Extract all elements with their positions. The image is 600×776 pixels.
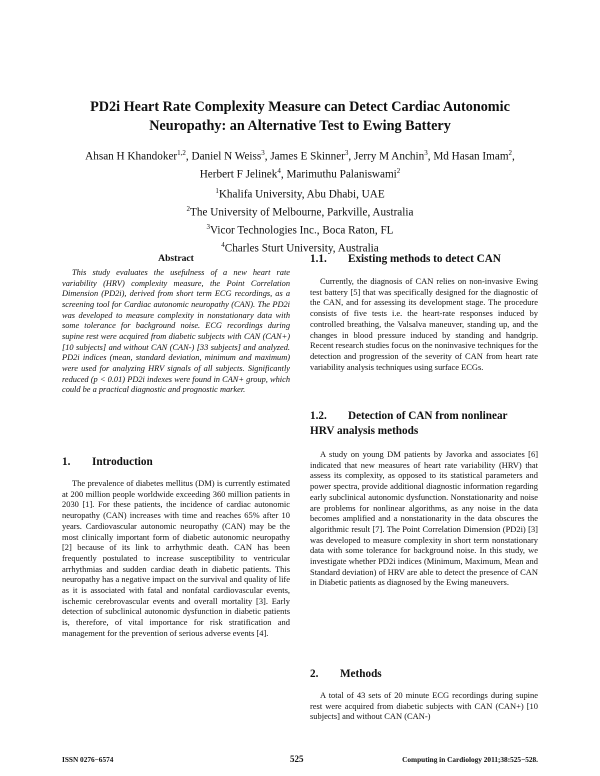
author-affiliation-mark: 3: [261, 149, 265, 157]
footer-journal: Computing in Cardiology 2011;38:525−528.: [402, 755, 538, 764]
author-separator: ,: [512, 150, 515, 163]
affiliation-line: [40, 184, 560, 202]
author-name: James E Skinner: [270, 150, 345, 163]
section-1-1-number: 1.1.: [310, 253, 327, 265]
author-name: Md Hasan Imam: [433, 150, 509, 163]
section-1-1-title: Existing methods to detect CAN: [348, 253, 501, 265]
affiliation-mark: 4: [221, 241, 225, 250]
paper-title: [40, 98, 560, 136]
author-separator: ,: [185, 150, 192, 163]
section-1-number: 1.: [62, 456, 71, 468]
affiliation-line: [40, 220, 560, 238]
abstract-heading: Abstract: [158, 253, 194, 264]
affiliation-line: [40, 202, 560, 220]
footer-issn: ISSN 0276−6574: [62, 755, 114, 764]
author-name: Daniel N Weiss: [191, 150, 262, 163]
section-2-title: Methods: [340, 668, 382, 680]
author-list: [40, 146, 560, 182]
affiliation-text: Vicor Technologies Inc., Boca Raton, FL: [209, 224, 394, 237]
author-separator: ,: [427, 150, 434, 163]
title-line-2: Neuropathy: an Alternative Test to Ewing Battery: [149, 118, 451, 134]
affiliation-mark: 3: [206, 223, 210, 232]
author-separator: ,: [348, 150, 354, 163]
affiliation-text: Charles Sturt University, Australia: [224, 242, 379, 255]
section-2-heading: [310, 667, 538, 682]
author-name: Jerry M Anchin: [354, 150, 425, 163]
author-name: Ahsan H Khandoker: [85, 150, 178, 163]
affiliation-text: The University of Melbourne, Parkville, Australia: [190, 206, 414, 219]
author-affiliation-mark: 2: [396, 167, 401, 176]
author-separator: ,: [280, 168, 287, 181]
title-line-1: PD2i Heart Rate Complexity Measure can Detect Cardiac Autonomic: [90, 99, 510, 115]
existing-methods-text: Currently, the diagnosis of CAN relies on non-invasive Ewing test battery [5] that was specifically designed for the diagnostic of the CAN, and for assessing its development stage. The procedure consists of five tests i.e. the heart-rate responses induced by controlled breathing, the Valsalva maneuver, standing up, and the changes in blood pressure induced by standing and handgrip. Recent research studies focus on the noninvasive techniques for the detection and progression of the severity of CAN from heart rate variability analysis techniques using surface ECGs.: [310, 276, 538, 372]
author-affiliation-mark: 4: [277, 167, 281, 176]
author-affiliation-mark: 1,2: [177, 149, 186, 157]
author-line-2: [40, 164, 560, 182]
section-1-1-heading: [310, 252, 538, 267]
affiliation-mark: 2: [186, 205, 191, 214]
section-1-2-number: 1.2.: [310, 410, 327, 422]
introduction-text: The prevalence of diabetes mellitus (DM) is currently estimated at 200 million people worldwide exceeding 360 million patients in 2030 [1]. For these patients, the incidence of cardiac autonomic neuropathy (CAN) increases with time and reaches 65% after 10 years. Cardiovascular autonomic neuropathy (CAN) may be the most clinically important form of diabetic autonomic neuropathy [2] because of its link to arrhythmic death. CAN has been frequently postulated to increase susceptibility to ventricular arrhythmias and sudden cardiac death in diabetic patients. This neuropathy has a negative impact on the survival and quality of life as it is associated with fatal and nonfatal cardiovascular events, ischemic cerebrovascular events and overall mortality [3]. Early detection of subclinical autonomic dysfunction in diabetic patients is, therefore, of vital importance for risk stratification and management for the prevention of serious adverse events [4].: [62, 478, 290, 638]
section-1-2-title-line-1: Detection of CAN from nonlinear: [348, 410, 508, 422]
author-separator: ,: [264, 150, 271, 163]
author-affiliation-mark: 3: [424, 149, 428, 157]
affiliation-mark: 1: [215, 187, 219, 195]
section-1-2-heading: [310, 409, 538, 439]
affiliation-text: Khalifa University, Abu Dhabi, UAE: [218, 188, 385, 201]
section-1-title: Introduction: [92, 456, 153, 468]
section-2-number: 2.: [310, 668, 319, 680]
methods-text: A total of 43 sets of 20 minute ECG recordings during supine rest were acquired from diabetic subjects with CAN (CAN+) [10 subjects] and without CAN (CAN-): [310, 690, 538, 722]
nonlinear-methods-text: A study on young DM patients by Javorka and associates [6] indicated that new measures of heart rate variability (HRV) that assess its complexity, as opposed to its statistical parameters and power spectra, provide additional diagnostic information regarding early subclinical autonomic dysfunction. Nonstationarity and noise are problems for nonlinear algorithms, as any noise in the data becomes amplified and a nonstationarity in the data obscures the algorithmic result [7]. The Point Correlation Dimension (PD2i) [3] was developed to measure complexity in short term nonstationary data with some tolerance for background noise. In this study, we investigate whether PD2i indices (Minimum, Maximum, Mean and Standard deviation) of HRV are able to detect the presence of CAN in Diabetic patients as diagnosed by the Ewing maneuvers.: [310, 449, 538, 588]
section-1-2-title-line-2: HRV analysis methods: [310, 425, 419, 437]
author-name: Marimuthu Palaniswami: [286, 168, 397, 181]
affiliation-list: [40, 184, 560, 256]
section-1-heading: [62, 455, 290, 470]
abstract-text: This study evaluates the usefulness of a new heart rate variability (HRV) complexity measure, the Point Correlation Dimension (PD2i), derived from short term ECG recordings, as a screening tool for Cardiac autonomic neuropathy (CAN). The PD2i was developed to measure complexity in nonstationary data with some tolerance for background noise. ECG recordings during supine rest were acquired from diabetic subjects with CAN (CAN+) [10 subjects] and without CAN (CAN-) [33 subjects] and analyzed. PD2i indices (mean, standard deviation, minimum and maximum) were used for analyzing HRV signals of all subjects. Significantly reduced (p < 0.01) PD2i indexes were found in CAN+ group, which could be a practical diagnostic and prognostic marker.: [62, 268, 290, 395]
footer-page-number: 525: [290, 754, 304, 764]
author-line-1: [40, 146, 560, 164]
author-affiliation-mark: 3: [344, 149, 349, 157]
author-affiliation-mark: 2: [508, 149, 513, 157]
author-name: Herbert F Jelinek: [199, 168, 278, 181]
